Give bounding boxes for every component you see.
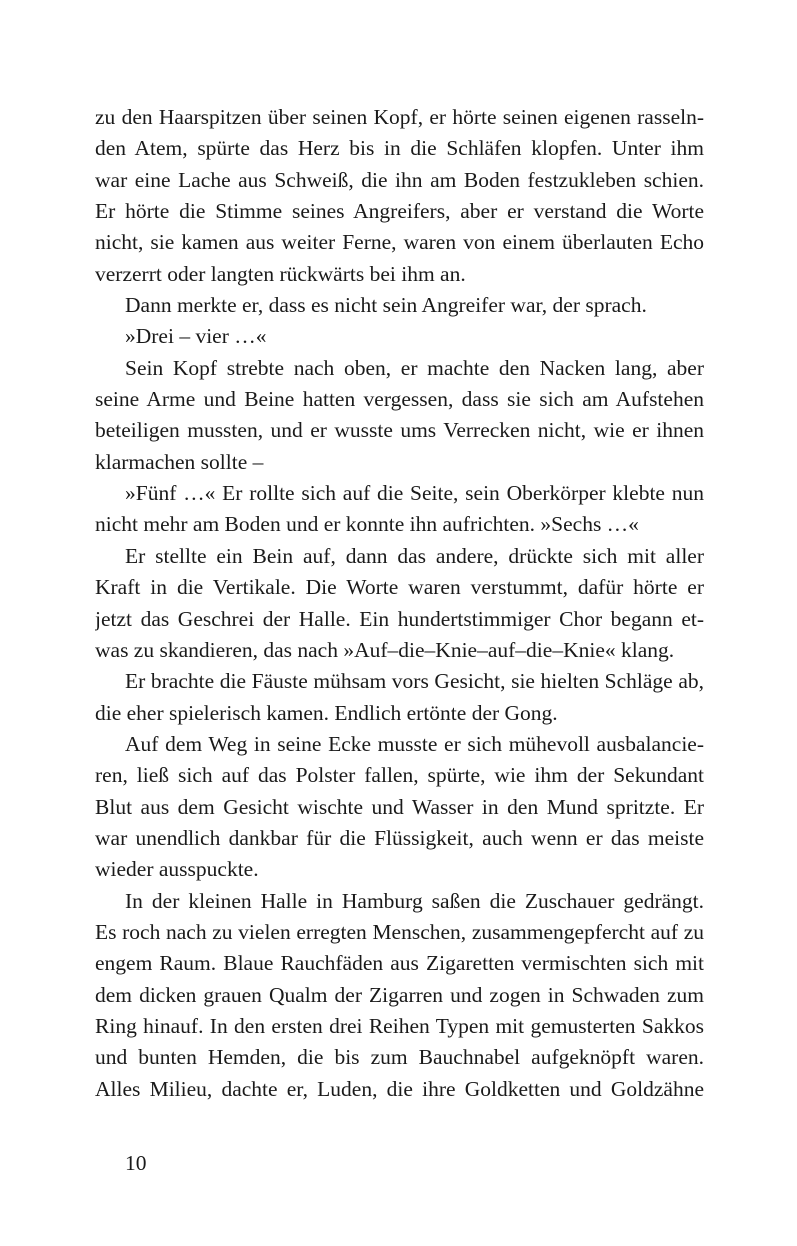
text-line: »Fünf …« Er rollte sich auf die Seite, sein Oberkörper klebte nun [125, 481, 704, 506]
text-line: In der kleinen Halle in Hamburg saßen die Zuschauer gedrängt. [125, 888, 704, 913]
text-line: Ring hinauf. In den ersten drei Reihen Typen mit gemusterten Sakkos [95, 1013, 704, 1038]
text-line: nicht, sie kamen aus weiter Ferne, waren von einem überlauten Echo [95, 230, 704, 255]
text-line: was zu skandieren, das nach »Auf–die–Knie–auf–die–Knie« klang. [95, 637, 675, 662]
text-line: wieder ausspuckte. [95, 857, 259, 882]
text-line: verzerrt oder langten rückwärts bei ihm an. [95, 261, 466, 286]
text-line: Er brachte die Fäuste mühsam vors Gesicht, sie hielten Schläge ab, [125, 669, 704, 694]
page-text-block [95, 102, 704, 1105]
text-line: Auf dem Weg in seine Ecke musste er sich mühevoll ausbalancie- [125, 731, 704, 756]
text-line: Dann merkte er, dass es nicht sein Angreifer war, der sprach. [125, 293, 647, 318]
text-line: Sein Kopf strebte nach oben, er machte den Nacken lang, aber [125, 355, 704, 380]
text-line: und bunten Hemden, die bis zum Bauchnabel aufgeknöpft waren. [95, 1045, 704, 1070]
text-line: Alles Milieu, dachte er, Luden, die ihre Goldketten und Goldzähne [95, 1076, 704, 1101]
text-line: Er hörte die Stimme seines Angreifers, aber er verstand die Worte [95, 199, 704, 224]
text-line: Kraft in die Vertikale. Die Worte waren verstummt, dafür hörte er [95, 575, 704, 600]
text-line: seine Arme und Beine hatten vergessen, dass sie sich am Aufstehen [95, 387, 704, 412]
text-line: Blut aus dem Gesicht wischte und Wasser in den Mund spritzte. Er [95, 794, 704, 819]
text-line: den Atem, spürte das Herz bis in die Schläfen klopfen. Unter ihm [95, 136, 704, 161]
text-line: war unendlich dankbar für die Flüssigkeit, auch wenn er das meiste [95, 825, 704, 850]
text-line: zu den Haarspitzen über seinen Kopf, er hörte seinen eigenen rasseln- [95, 105, 704, 129]
text-line: die eher spielerisch kamen. Endlich ertönte der Gong. [95, 700, 558, 725]
text-line: klarmachen sollte – [95, 449, 264, 474]
text-line: Er stellte ein Bein auf, dann das andere, drückte sich mit aller [125, 543, 704, 568]
page-number: 10 [125, 1151, 147, 1175]
text-line: engem Raum. Blaue Rauchfäden aus Zigaretten vermischten sich mit [95, 951, 704, 976]
text-line: ren, ließ sich auf das Polster fallen, spürte, wie ihm der Sekundant [95, 763, 704, 788]
text-line: nicht mehr am Boden und er konnte ihn aufrichten. »Sechs …« [95, 512, 639, 537]
text-line: war eine Lache aus Schweiß, die ihn am Boden festzukleben schien. [95, 167, 704, 192]
text-line: beteiligen mussten, und er wusste ums Verrecken nicht, wie er ihnen [95, 418, 704, 443]
text-line: dem dicken grauen Qualm der Zigarren und zogen in Schwaden zum [95, 982, 704, 1007]
text-line: Es roch nach zu vielen erregten Menschen, zusammengepfercht auf zu [95, 919, 704, 944]
text-line: »Drei – vier …« [125, 324, 267, 349]
text-line: jetzt das Geschrei der Halle. Ein hundertstimmiger Chor begann et- [95, 606, 704, 631]
